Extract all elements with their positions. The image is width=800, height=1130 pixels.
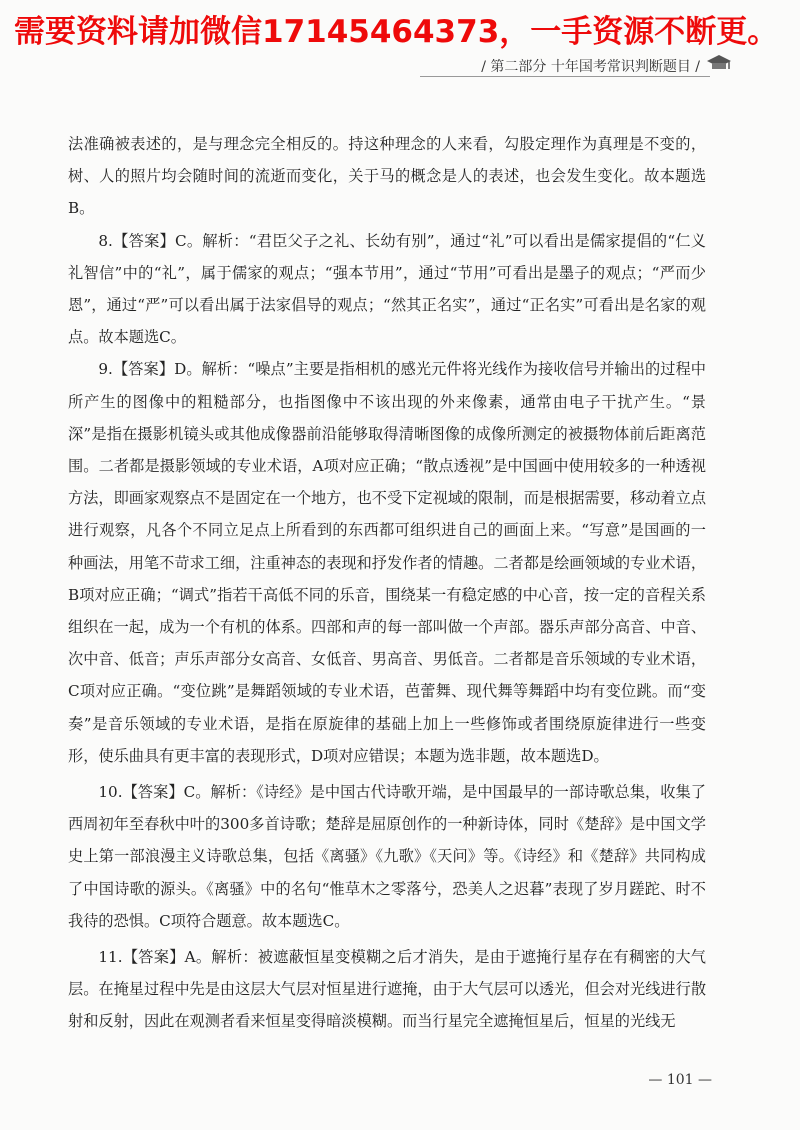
answer-explanations <box>68 128 706 1038</box>
page-number: — 101 — <box>648 1072 712 1088</box>
header-rule <box>420 76 710 77</box>
answer-8: 8.【答案】C。解析：“君臣父子之礼、长幼有别”，通过“礼”可以看出是儒家提倡的“仁义礼智信”中的“礼”，属于儒家的观点；“强本节用”，通过“节用”可看出是墨子的观点；“严而少恩”，通过“严”可以看出属于法家倡导的观点；“然其正名实”，通过“正名实”可看出是名家的观点。故本题选C。 <box>68 231 706 347</box>
answer-10: 10.【答案】C。解析：《诗经》是中国古代诗歌开端，是中国最早的一部诗歌总集，收集了西周初年至春秋中叶的300多首诗歌；楚辞是屈原创作的一种新诗体，同时《楚辞》是中国文学史上第一部浪漫主义诗歌总集，包括《离骚》《九歌》《天问》等。《诗经》和《楚辞》共同构成了中国诗歌的源头。《离骚》中的名句“惟草木之零落兮，恐美人之迟暮”表现了岁月蹉跎、时不我待的恐惧。C项符合题意。故本题选C。 <box>68 783 706 930</box>
running-header: / 第二部分 十年国考常识判断题目 / <box>481 59 700 75</box>
graduation-cap-icon <box>706 52 732 74</box>
paragraph-continuation: 法准确被表述的，是与理念完全相反的。持这种理念的人来看，勾股定理作为真理是不变的，树、人的照片均会随时间的流逝而变化，关于马的概念是人的表述，也会发生变化。故本题选B。 <box>68 135 706 218</box>
watermark-banner: 需要资料请加微信17145464373，一手资源不断更。 <box>14 14 779 50</box>
answer-11: 11.【答案】A。解析：被遮蔽恒星变模糊之后才消失，是由于遮掩行星存在有稠密的大气层。在掩星过程中先是由这层大气层对恒星进行遮掩，由于大气层可以透光，但会对光线进行散射和反射，因此在观测者看来恒星变得暗淡模糊。而当行星完全遮掩恒星后，恒星的光线无 <box>68 948 706 1031</box>
answer-9: 9.【答案】D。解析：“噪点”主要是指相机的感光元件将光线作为接收信号并输出的过程中所产生的图像中的粗糙部分，也指图像中不该出现的外来像素，通常由电子干扰产生。“景深”是指在摄影机镜头或其他成像器前沿能够取得清晰图像的成像所测定的被摄物体前后距离范围。二者都是摄影领域的专业术语，A项对应正确；“散点透视”是中国画中使用较多的一种透视方法，即画家观察点不是固定在一个地方，也不受下定视域的限制，而是根据需要，移动着立点进行观察，凡各个不同立足点上所看到的东西都可组织进自己的画面上来。“写意”是国画的一种画法，用笔不苛求工细，注重神态的表现和抒发作者的情趣。二者都是绘画领域的专业术语，B项对应正确；“调式”指若干高低不同的乐音，围绕某一有稳定感的中心音，按一定的音程关系组织在一起，成为一个有机的体系。四部和声的每一部叫做一个声部。器乐声部分高音、中音、次中音、低音；声乐声部分女高音、女低音、男高音、男低音。二者都是音乐领域的专业术语，C项对应正确。“变位跳”是舞蹈领域的专业术语，芭蕾舞、现代舞等舞蹈中均有变位跳。而“变奏”是音乐领域的专业术语，是指在原旋律的基础上加上一些修饰或者围绕原旋律进行一些变形，使乐曲具有更丰富的表现形式，D项对应错误；本题为选非题，故本题选D。 <box>68 360 706 765</box>
